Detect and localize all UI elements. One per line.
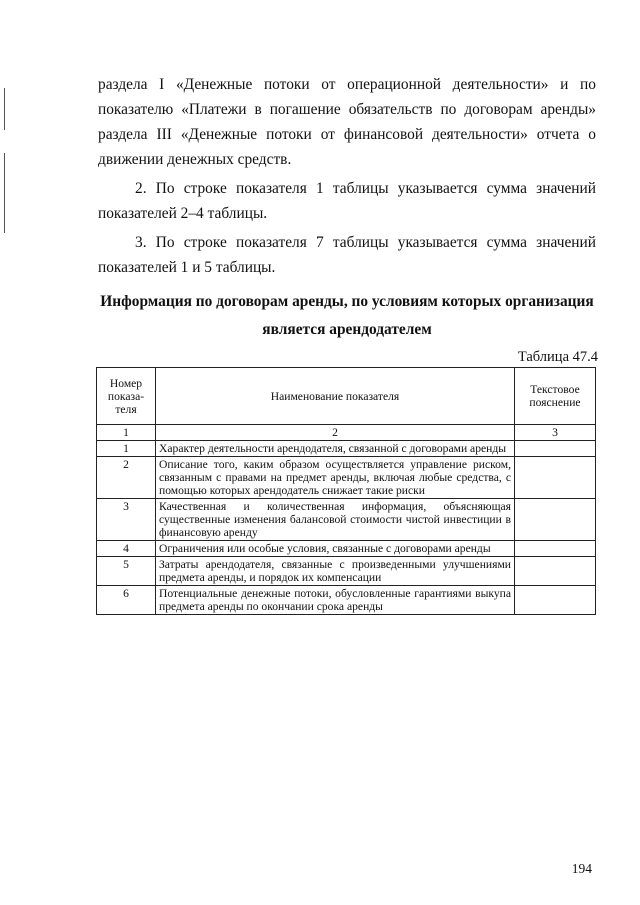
header-name: Наименование показателя (156, 368, 515, 425)
row-name: Описание того, каким образом осуществляется управление риском, связанным с правами на предмет аренды, включая любые средства, с помощью которых арендодатель снижает такие риски (156, 457, 515, 499)
page-number: 194 (571, 861, 592, 876)
column-index-row (97, 425, 596, 441)
table-row (97, 557, 596, 586)
paragraph-item-2: 2. По строке показателя 1 таблицы указывается сумма значений показателей 2–4 таблицы. (98, 180, 596, 222)
indicators-table (96, 367, 596, 615)
row-note (515, 557, 596, 586)
header-note: Текстовое пояснение (515, 368, 596, 425)
table-row (97, 586, 596, 615)
table-row (97, 441, 596, 457)
row-note (515, 499, 596, 541)
row-name: Затраты арендодателя, связанные с произведенными улучшениями предмета аренды, и порядок их компенсации (156, 557, 515, 586)
table-row (97, 541, 596, 557)
table-row (97, 499, 596, 541)
header-number: Номер показа-теля (97, 368, 156, 425)
paragraph-item-3: 3. По строке показателя 7 таблицы указывается сумма значений показателей 1 и 5 таблицы. (98, 234, 596, 276)
table-caption: Таблица 47.4 (517, 349, 598, 365)
row-note (515, 541, 596, 557)
column-index-2: 2 (156, 425, 515, 441)
table-row (97, 457, 596, 499)
margin-mark-top (4, 88, 5, 130)
table-header-row (97, 368, 596, 425)
section-heading: Информация по договорам аренды, по условиям которых организация является арендодателем (100, 293, 594, 338)
row-number: 6 (97, 586, 156, 615)
row-note (515, 586, 596, 615)
column-index-1: 1 (97, 425, 156, 441)
row-number: 2 (97, 457, 156, 499)
margin-mark-bottom (4, 153, 5, 233)
row-name: Качественная и количественная информация, объясняющая существенные изменения балансовой стоимости чистой инвестиции в финансовую аренду (156, 499, 515, 541)
row-number: 3 (97, 499, 156, 541)
row-number: 4 (97, 541, 156, 557)
column-index-3: 3 (515, 425, 596, 441)
body-text (98, 72, 596, 280)
row-number: 5 (97, 557, 156, 586)
row-note (515, 441, 596, 457)
row-number: 1 (97, 441, 156, 457)
row-name: Ограничения или особые условия, связанные с договорами аренды (156, 541, 515, 557)
row-name: Характер деятельности арендодателя, связанной с договорами аренды (156, 441, 515, 457)
paragraph-continuation: раздела I «Денежные потоки от операционной деятельности» и по показателю «Платежи в погашение обязательств по договорам аренды» раздела III «Денежные потоки от финансовой деятельности» отчета о движении денежных средств. (98, 76, 596, 168)
row-name: Потенциальные денежные потоки, обусловленные гарантиями выкупа предмета аренды по окончании срока аренды (156, 586, 515, 615)
row-note (515, 457, 596, 499)
